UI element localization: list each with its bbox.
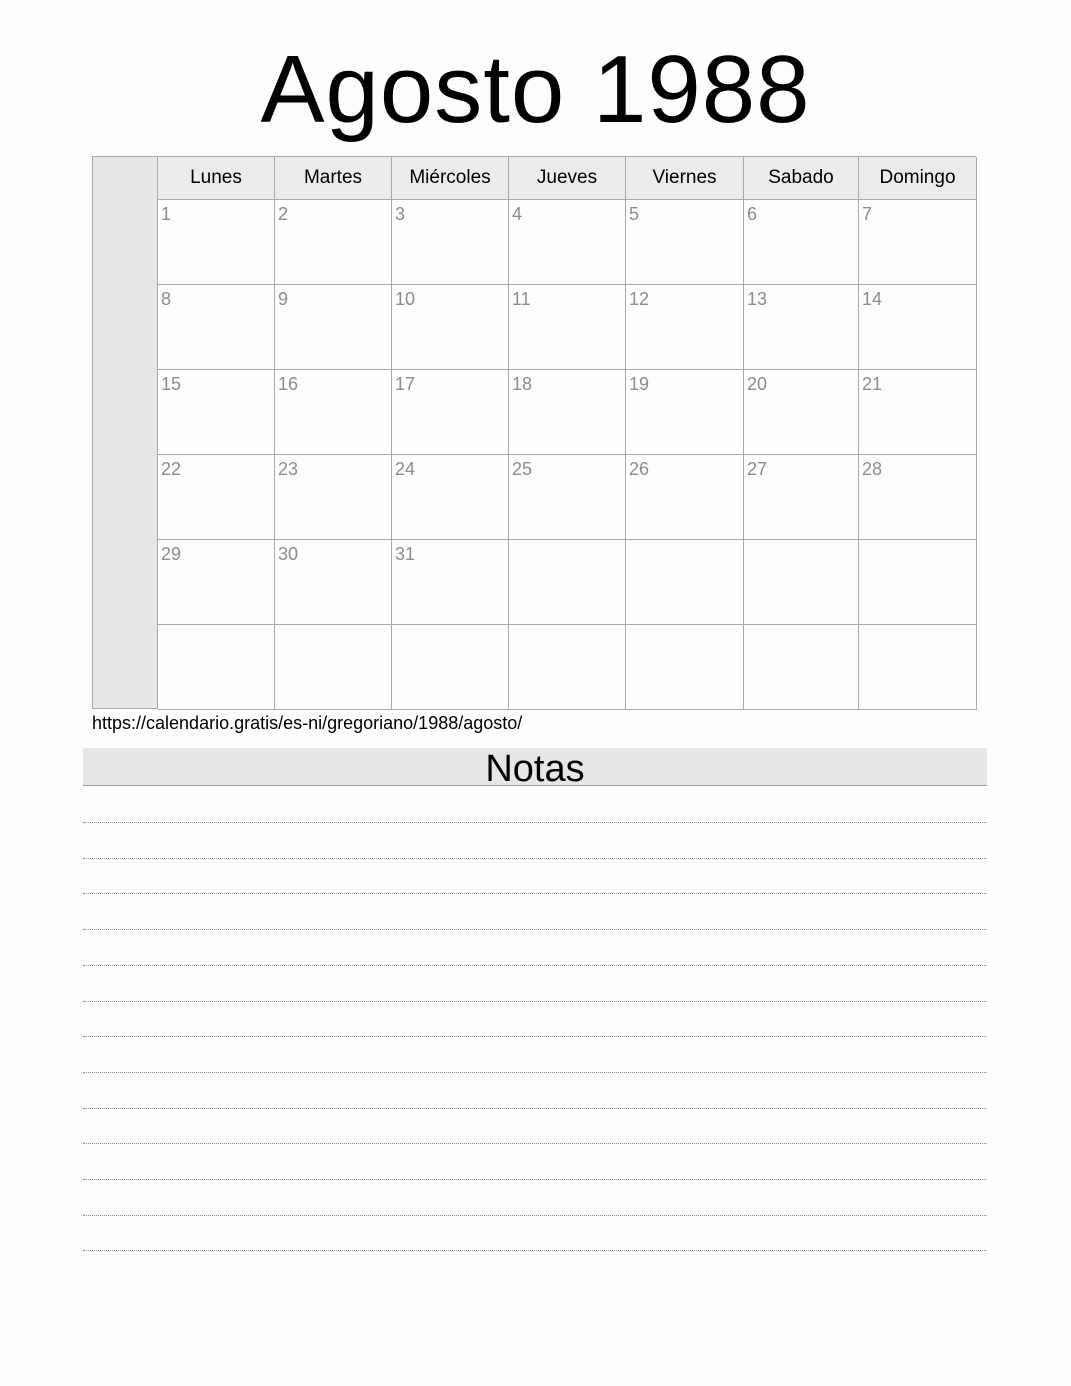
day-cell: [859, 285, 977, 370]
day-cell: [392, 200, 509, 285]
day-number: 4: [512, 204, 523, 224]
day-number: 30: [278, 544, 299, 564]
day-cell: [626, 625, 744, 710]
day-number: 5: [629, 204, 640, 224]
notes-line: [83, 1215, 987, 1216]
day-cell: [859, 200, 977, 285]
day-number: 23: [278, 459, 299, 479]
day-cell: [509, 200, 626, 285]
day-number: 13: [747, 289, 768, 309]
day-cell: [744, 200, 859, 285]
notes-line: [83, 1250, 987, 1251]
day-cell: [158, 370, 275, 455]
day-cell: [392, 370, 509, 455]
day-cell: [626, 285, 744, 370]
notes-line: [83, 1072, 987, 1073]
day-cell: [158, 625, 275, 710]
day-number: 20: [747, 374, 768, 394]
weekday-header-miercoles: Miércoles: [392, 157, 509, 200]
day-number: 8: [161, 289, 172, 309]
day-number: 22: [161, 459, 182, 479]
day-cell: [859, 625, 977, 710]
day-number: 14: [862, 289, 883, 309]
day-cell: [509, 455, 626, 540]
day-number: 6: [747, 204, 758, 224]
day-number: 24: [395, 459, 416, 479]
day-cell: [158, 540, 275, 625]
day-cell: [509, 540, 626, 625]
notes-line: [83, 1143, 987, 1144]
day-number: 2: [278, 204, 289, 224]
day-number: 11: [512, 289, 531, 309]
day-cell: [859, 455, 977, 540]
week-side-column: [92, 156, 158, 709]
notes-line: [83, 929, 987, 930]
day-number: 3: [395, 204, 406, 224]
day-number: 7: [862, 204, 873, 224]
day-cell: [626, 455, 744, 540]
day-number: 9: [278, 289, 289, 309]
calendar-grid: [157, 156, 976, 709]
day-number: 1: [161, 204, 172, 224]
notes-line: [83, 822, 987, 823]
day-cell: [392, 540, 509, 625]
day-cell: [275, 370, 392, 455]
day-cell: [509, 285, 626, 370]
day-cell: [626, 370, 744, 455]
calendar-title: Agosto 1988: [260, 36, 811, 143]
notes-line: [83, 893, 987, 894]
notes-line: [83, 1179, 987, 1180]
notes-line: [83, 858, 987, 859]
weekday-header-viernes: Viernes: [626, 157, 744, 200]
day-cell: [859, 370, 977, 455]
day-cell: [158, 455, 275, 540]
day-cell: [392, 455, 509, 540]
day-cell: [744, 540, 859, 625]
calendar-table: [92, 156, 976, 709]
weekday-header-sabado: Sabado: [744, 157, 859, 200]
day-number: 10: [395, 289, 416, 309]
notes-line: [83, 1036, 987, 1037]
day-cell: [158, 200, 275, 285]
day-cell: [744, 625, 859, 710]
weekday-header-martes: Martes: [275, 157, 392, 200]
day-cell: [158, 285, 275, 370]
day-cell: [744, 285, 859, 370]
notes-line: [83, 1001, 987, 1002]
day-number: 17: [395, 374, 416, 394]
day-number: 29: [161, 544, 182, 564]
day-cell: [744, 370, 859, 455]
day-number: 21: [862, 374, 883, 394]
source-url: https://calendario.gratis/es-ni/gregoriano/1988/agosto/: [92, 713, 523, 733]
day-number: 16: [278, 374, 299, 394]
day-number: 19: [629, 374, 650, 394]
day-cell: [275, 625, 392, 710]
day-number: 18: [512, 374, 533, 394]
day-cell: [392, 285, 509, 370]
day-cell: [275, 455, 392, 540]
day-cell: [859, 540, 977, 625]
day-number: 31: [395, 544, 416, 564]
day-number: 25: [512, 459, 533, 479]
weekday-header-jueves: Jueves: [509, 157, 626, 200]
weekday-header-lunes: Lunes: [158, 157, 275, 200]
day-cell: [509, 370, 626, 455]
notes-line: [83, 965, 987, 966]
day-cell: [744, 455, 859, 540]
day-number: 26: [629, 459, 650, 479]
day-cell: [626, 540, 744, 625]
day-number: 27: [747, 459, 768, 479]
day-cell: [509, 625, 626, 710]
day-cell: [392, 625, 509, 710]
day-number: 12: [629, 289, 650, 309]
weekday-header-domingo: Domingo: [859, 157, 977, 200]
day-cell: [275, 200, 392, 285]
notes-line: [83, 1108, 987, 1109]
day-cell: [626, 200, 744, 285]
day-cell: [275, 285, 392, 370]
notes-title: Notas: [83, 748, 987, 786]
day-number: 28: [862, 459, 883, 479]
day-cell: [275, 540, 392, 625]
day-number: 15: [161, 374, 182, 394]
